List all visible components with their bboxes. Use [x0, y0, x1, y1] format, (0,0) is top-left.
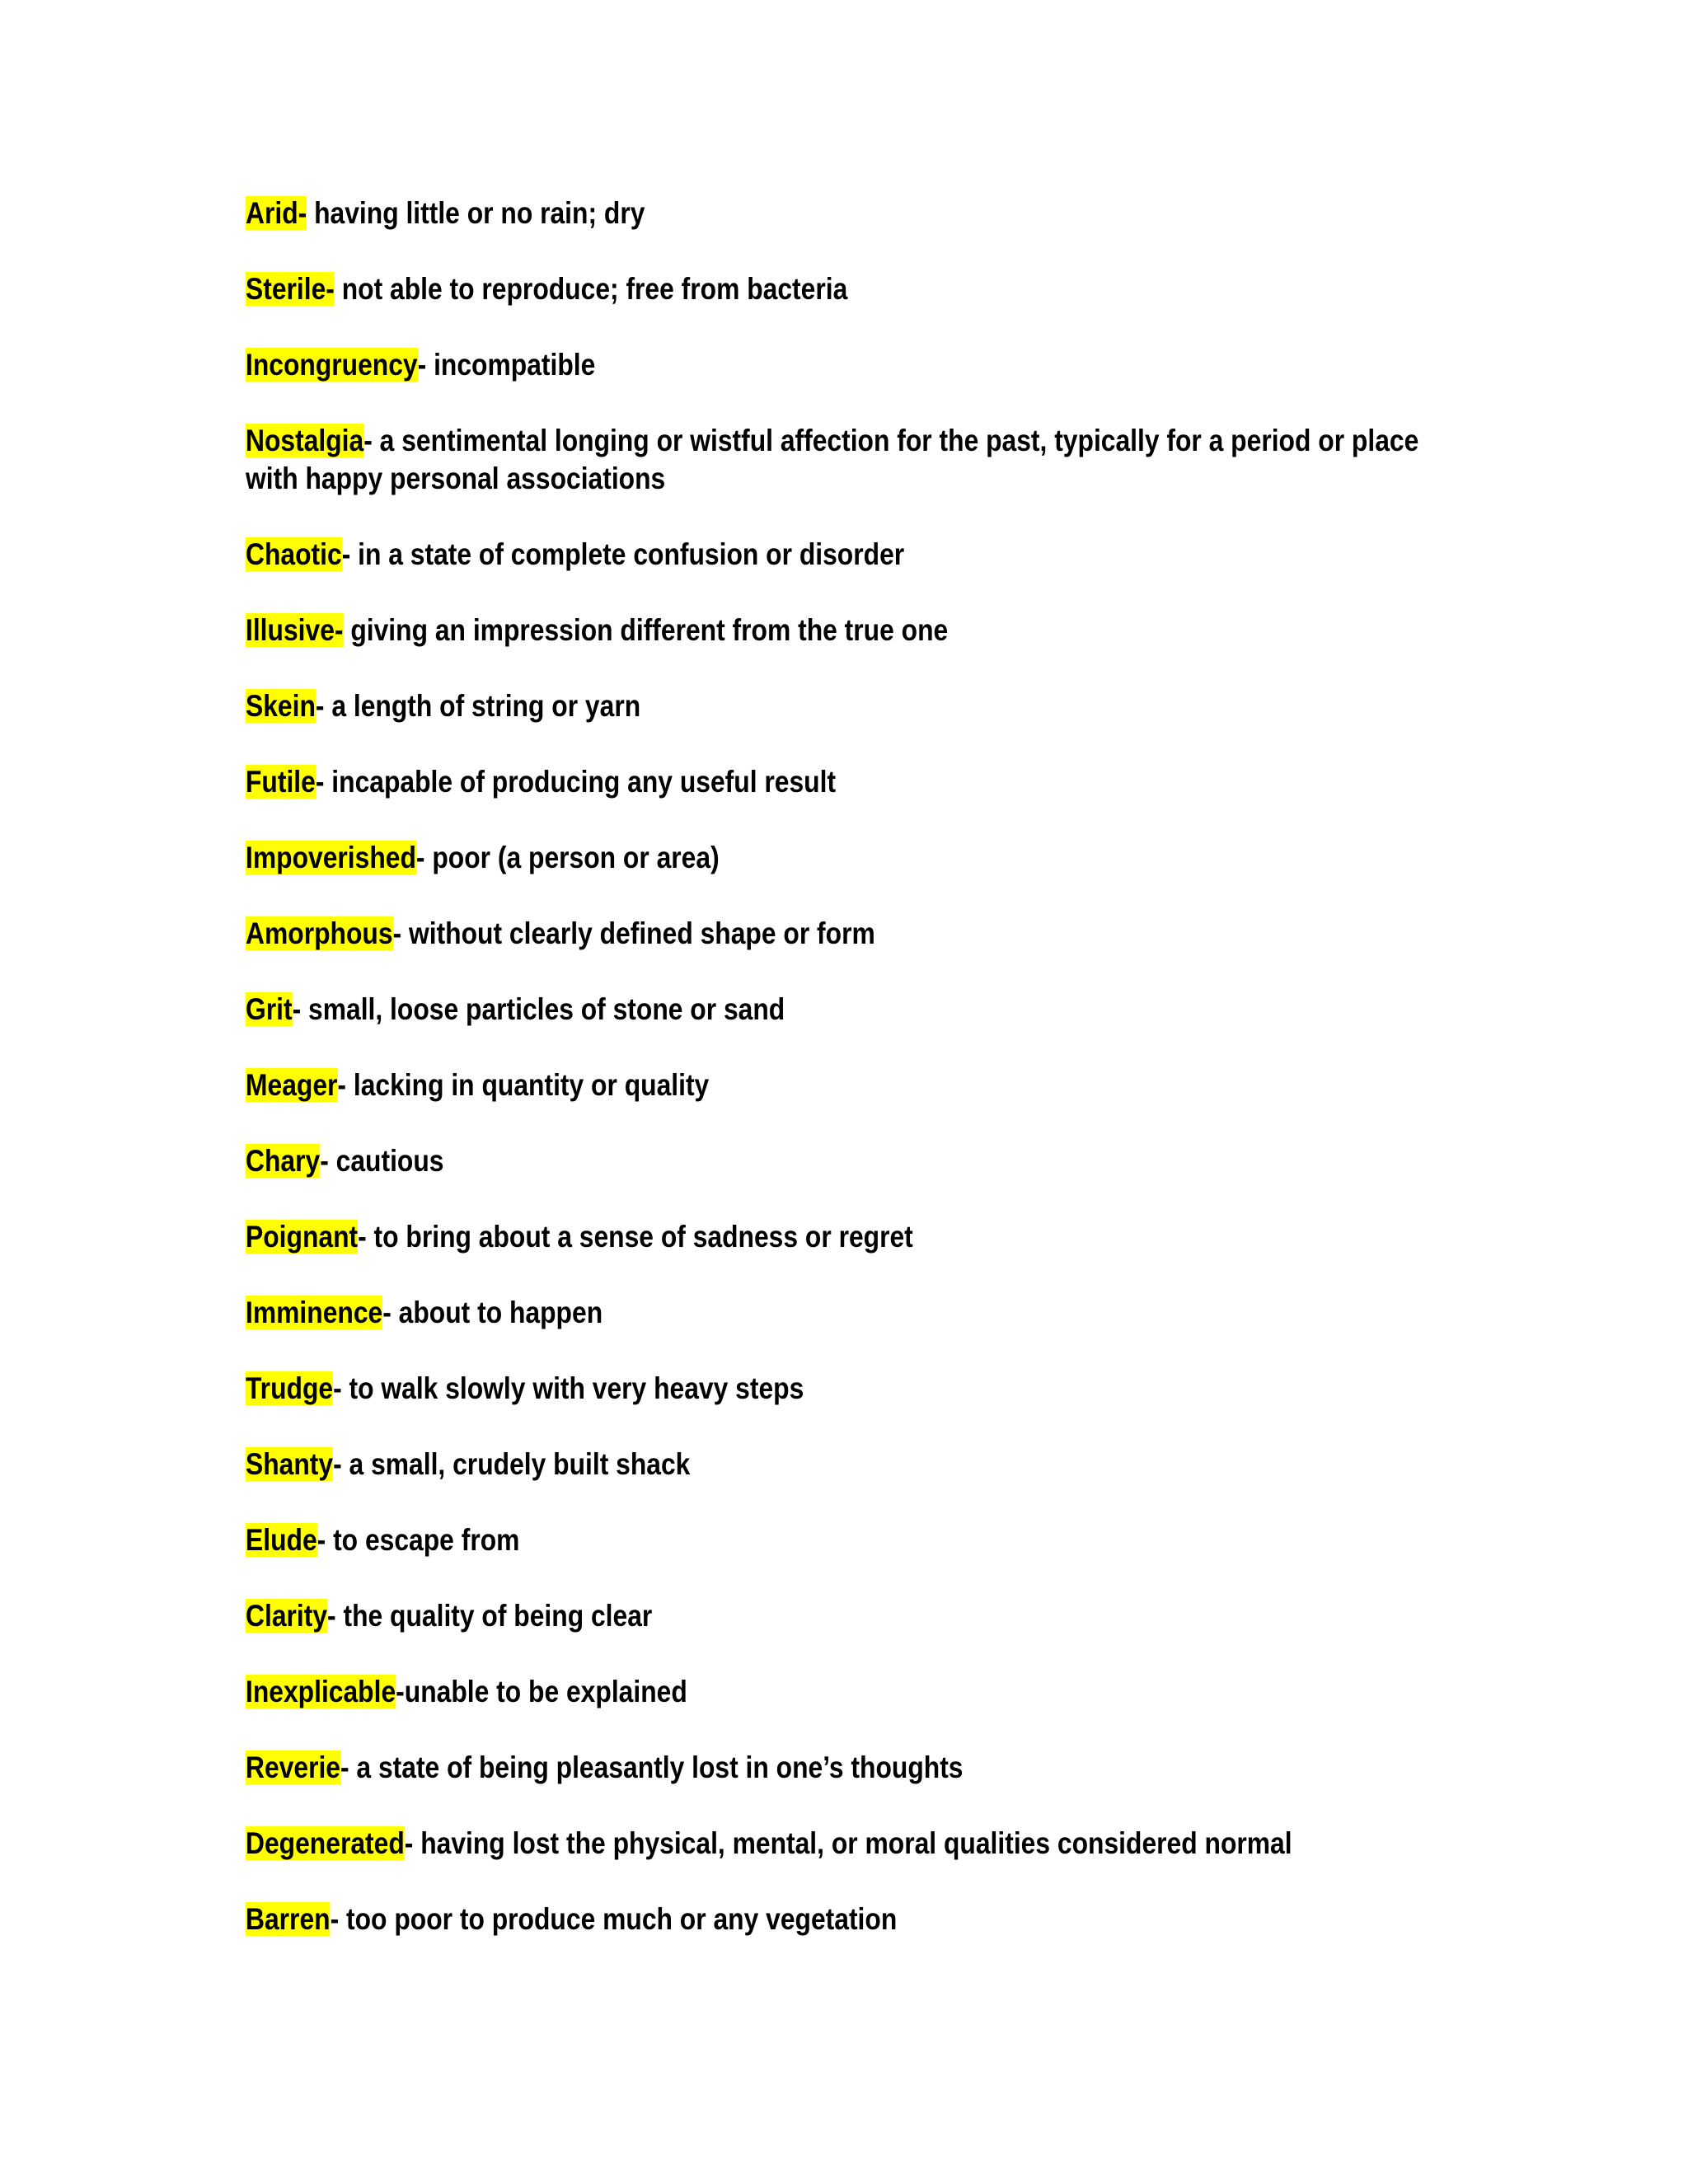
vocab-definition: - small, loose particles of stone or sand	[292, 992, 785, 1026]
vocab-definition: - a small, crudely built shack	[333, 1447, 691, 1481]
vocab-entry-incongruency	[246, 346, 1446, 384]
vocab-term: Arid-	[246, 196, 307, 230]
vocab-term: Clarity	[246, 1599, 328, 1633]
vocab-definition: - to escape from	[316, 1523, 520, 1557]
vocab-term: Nostalgia	[246, 424, 364, 457]
vocab-definition: not able to reproduce; free from bacteria	[334, 272, 848, 306]
vocab-definition: - a length of string or yarn	[315, 689, 641, 723]
vocab-term: Trudge	[246, 1371, 334, 1405]
vocab-definition: - about to happen	[382, 1296, 603, 1329]
vocab-entry-degenerated	[246, 1825, 1446, 1863]
vocab-definition: - having lost the physical, mental, or moral qualities considered normal	[404, 1826, 1292, 1860]
vocab-term: Grit	[246, 992, 293, 1026]
vocab-entry-reverie	[246, 1749, 1446, 1787]
vocab-entry-meager	[246, 1066, 1446, 1104]
vocab-entry-impoverished	[246, 839, 1446, 877]
vocab-term: Inexplicable	[246, 1675, 396, 1708]
vocab-entry-sterile	[246, 270, 1446, 308]
vocab-term: Sterile-	[246, 272, 335, 306]
vocab-definition: - poor (a person or area)	[415, 841, 720, 874]
vocab-term: Illusive-	[246, 613, 344, 647]
vocab-term: Degenerated	[246, 1826, 405, 1860]
vocab-term: Amorphous	[246, 916, 393, 950]
vocab-definition: - cautious	[320, 1144, 444, 1178]
vocab-term: Impoverished	[246, 841, 416, 874]
vocab-term: Skein	[246, 689, 316, 723]
vocab-definition: - incompatible	[417, 348, 596, 382]
vocab-entry-nostalgia	[246, 422, 1446, 498]
vocab-term: Reverie	[246, 1750, 340, 1784]
vocab-entry-inexplicable	[246, 1673, 1446, 1711]
vocab-definition: - without clearly defined shape or form	[392, 916, 875, 950]
vocab-entry-arid	[246, 194, 1446, 232]
vocab-entry-trudge	[246, 1370, 1446, 1408]
vocab-term: Poignant	[246, 1220, 359, 1254]
vocab-definition: - in a state of complete confusion or disorder	[341, 537, 905, 571]
vocab-definition: - too poor to produce much or any vegetation	[330, 1902, 898, 1936]
vocabulary-list	[246, 194, 1449, 1976]
vocab-term: Imminence	[246, 1296, 383, 1329]
vocab-definition: giving an impression different from the true one	[343, 613, 949, 647]
vocab-entry-chary	[246, 1142, 1446, 1180]
vocab-term: Barren	[246, 1902, 331, 1936]
vocab-entry-futile	[246, 763, 1446, 801]
vocab-definition: - incapable of producing any useful result	[315, 765, 837, 799]
vocab-entry-skein	[246, 687, 1446, 725]
vocab-entry-grit	[246, 991, 1446, 1029]
vocab-entry-shanty	[246, 1446, 1446, 1483]
vocab-term: Incongruency	[246, 348, 418, 382]
vocab-term: Futile	[246, 765, 316, 799]
vocab-term: Meager	[246, 1068, 338, 1102]
vocab-definition: having little or no rain; dry	[307, 196, 645, 230]
vocab-entry-elude	[246, 1521, 1446, 1559]
vocab-entry-chaotic	[246, 536, 1446, 574]
vocab-entry-poignant	[246, 1218, 1446, 1256]
vocab-entry-imminence	[246, 1294, 1446, 1332]
vocab-term: Chaotic	[246, 537, 342, 571]
vocab-definition: - the quality of being clear	[327, 1599, 653, 1633]
vocab-term: Elude	[246, 1523, 317, 1557]
vocab-definition: - to bring about a sense of sadness or regret	[358, 1220, 913, 1254]
vocab-definition: -unable to be explained	[396, 1675, 687, 1708]
vocab-definition: - to walk slowly with very heavy steps	[333, 1371, 804, 1405]
vocab-term: Shanty	[246, 1447, 334, 1481]
vocab-definition: - a state of being pleasantly lost in one’s thoughts	[340, 1750, 964, 1784]
vocab-entry-clarity	[246, 1597, 1446, 1635]
vocab-definition: - a sentimental longing or wistful affection for the past, typically for a period or place with happy personal associations	[246, 424, 1419, 495]
vocab-term: Chary	[246, 1144, 321, 1178]
vocab-entry-amorphous	[246, 915, 1446, 953]
vocab-entry-illusive	[246, 612, 1446, 649]
vocab-entry-barren	[246, 1900, 1446, 1938]
vocab-definition: - lacking in quantity or quality	[337, 1068, 710, 1102]
